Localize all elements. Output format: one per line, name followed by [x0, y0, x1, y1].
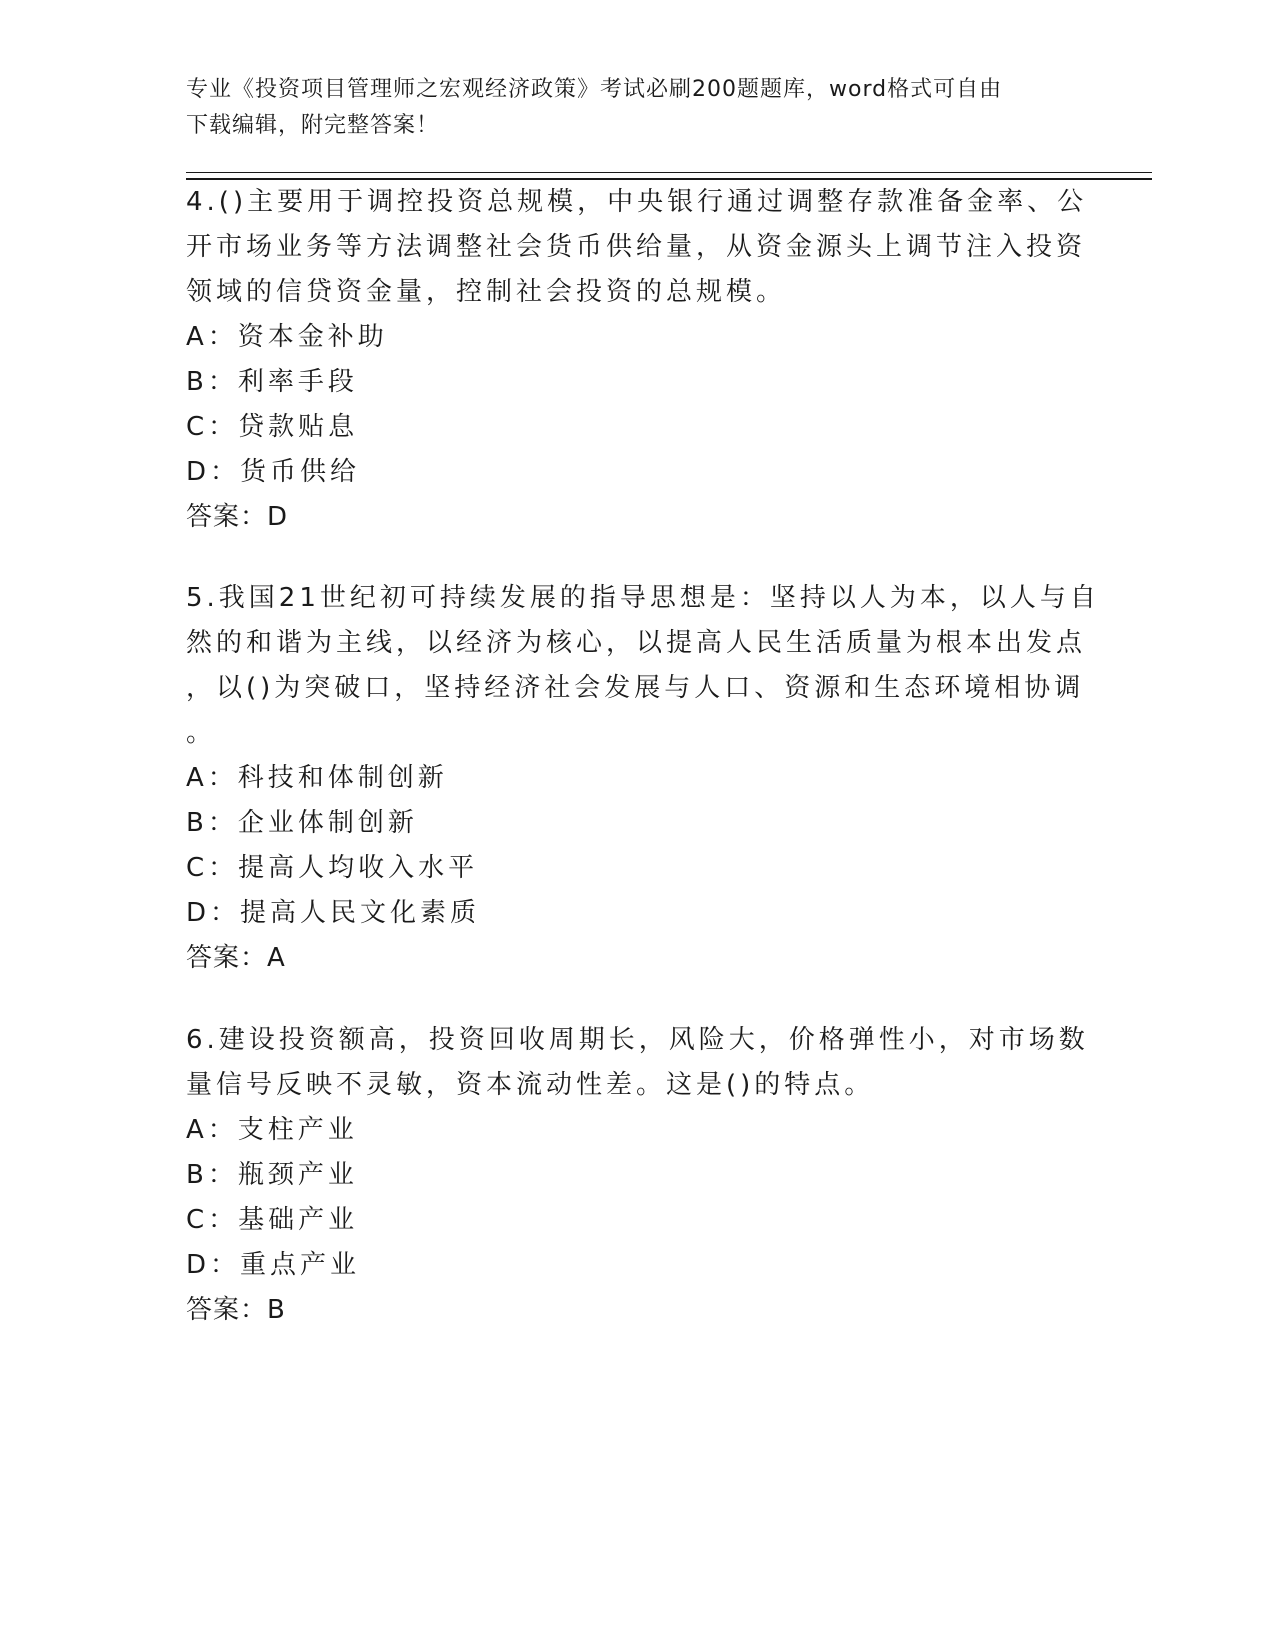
answer-label: 答案：B — [186, 1295, 286, 1325]
option-d: D：提高人民文化素质 — [186, 898, 481, 928]
question-stem-line: 。 — [186, 718, 217, 748]
document-header — [186, 72, 1086, 144]
question-stem-line: 5.我国21世纪初可持续发展的指导思想是：坚持以人为本，以人与自 — [186, 583, 1100, 613]
header-divider-thin — [186, 172, 1152, 173]
option-b: B：瓶颈产业 — [186, 1160, 358, 1190]
question-6 — [186, 1018, 1089, 1333]
option-a: A：支柱产业 — [186, 1115, 358, 1145]
option-a: A：资本金补助 — [186, 322, 388, 352]
question-5 — [186, 576, 1100, 981]
question-stem-line: 然的和谐为主线，以经济为核心，以提高人民生活质量为根本出发点 — [186, 628, 1087, 658]
option-d: D：货币供给 — [186, 457, 361, 487]
option-b: B：利率手段 — [186, 367, 358, 397]
option-c: C：贷款贴息 — [186, 412, 359, 442]
question-stem-line: 领域的信贷资金量，控制社会投资的总规模。 — [186, 277, 787, 307]
question-4 — [186, 180, 1086, 540]
header-line: 专业《投资项目管理师之宏观经济政策》考试必刷200题题库，word格式可自由 — [186, 77, 1003, 102]
answer-label: 答案：A — [186, 943, 286, 973]
option-c: C：基础产业 — [186, 1205, 359, 1235]
question-stem-line: 量信号反映不灵敏，资本流动性差。这是()的特点。 — [186, 1070, 875, 1100]
option-d: D：重点产业 — [186, 1250, 361, 1280]
question-stem-line: 6.建设投资额高，投资回收周期长，风险大，价格弹性小，对市场数 — [186, 1025, 1089, 1055]
question-stem-line: ，以()为突破口，坚持经济社会发展与人口、资源和生态环境相协调 — [186, 673, 1085, 703]
question-stem-line: 4.()主要用于调控投资总规模，中央银行通过调整存款准备金率、公 — [186, 187, 1088, 217]
option-a: A：科技和体制创新 — [186, 763, 448, 793]
option-c: C：提高人均收入水平 — [186, 853, 479, 883]
question-stem-line: 开市场业务等方法调整社会货币供给量，从资金源头上调节注入投资 — [186, 232, 1087, 262]
option-b: B：企业体制创新 — [186, 808, 418, 838]
answer-label: 答案：D — [186, 502, 289, 532]
header-line: 下载编辑，附完整答案！ — [186, 113, 440, 138]
